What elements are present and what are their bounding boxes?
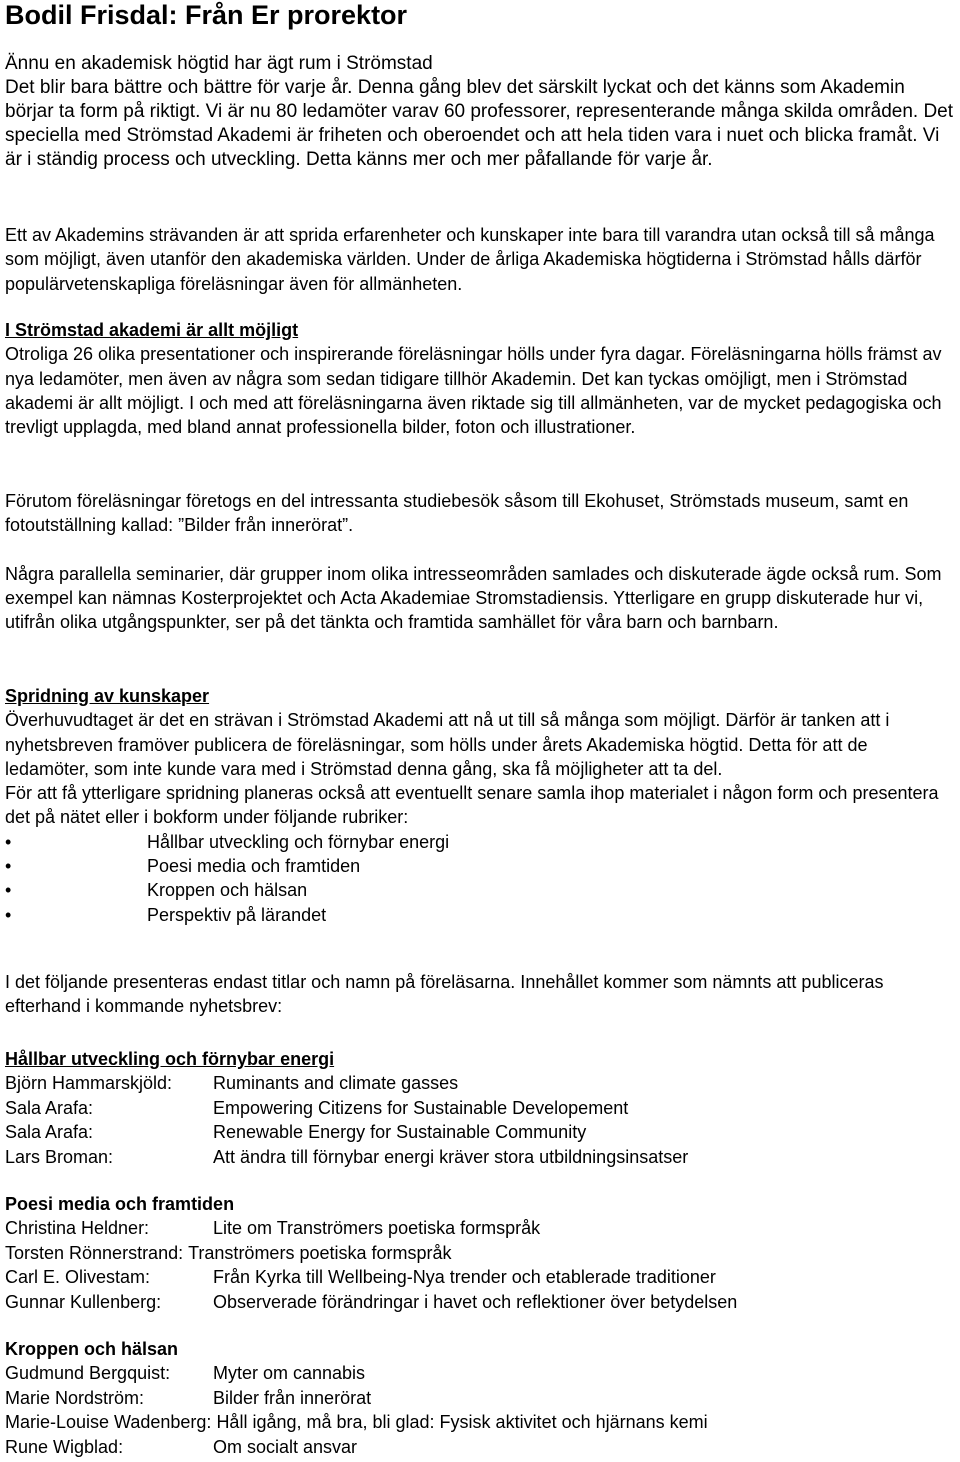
lecturer-name: Björn Hammarskjöld: [5,1073,173,1094]
list-item [5,854,955,878]
lecture-row [5,1120,688,1145]
lecture-group-poesi [5,1192,737,1314]
group-heading: Poesi media och framtiden [5,1194,235,1214]
list-item-label: Poesi media och framtiden [147,856,361,877]
group-heading: Hållbar utveckling och förnybar energi [5,1049,335,1069]
lecture-row [5,1361,708,1386]
lecture-row [5,1216,737,1241]
lecture-title: Tranströmers poetiska formspråk [188,1242,452,1263]
lecture-title: Renewable Energy for Sustainable Community [213,1122,587,1143]
lecture-row [5,1071,688,1096]
lecture-row [5,1386,708,1411]
lecturer-name: Christina Heldner: [5,1218,150,1239]
lecture-title: Att ändra till förnybar energi kräver stora utbildningsinsatser [213,1146,689,1167]
lecturer-name: Gunnar Kullenberg: [5,1291,162,1312]
bullet-icon: • [5,880,12,901]
section-allt-mojligt [5,318,955,439]
paragraph-forutom: Förutom föreläsningar företogs en del intressanta studiebesök såsom till Ekohuset, Strömstads museum, samt en fotoutställning kallad: ”Bilder från innerörat”. [5,491,909,536]
lecturer-name: Sala Arafa: [5,1097,94,1118]
lecture-title: Myter om cannabis [213,1363,366,1384]
bullet-icon: • [5,831,12,852]
lecturer-name: Marie Nordström: [5,1387,145,1408]
section-spridning [5,684,955,927]
list-item [5,830,955,854]
section-text-2: För att få ytterligare spridning planeras också att eventuellt senare samla ihop materialet i någon form och presentera det på nätet eller i bokform under följande rubriker: [5,783,939,828]
list-item-label: Kroppen och hälsan [147,880,308,901]
group-heading: Kroppen och hälsan [5,1339,179,1359]
intro-lead: Ännu en akademisk högtid har ägt rum i Strömstad [5,53,433,74]
document-page [5,0,955,1457]
lecture-group-kroppen [5,1337,708,1459]
lecture-title: Ruminants and climate gasses [213,1073,459,1094]
lecturer-name: Marie-Louise Wadenberg: [5,1412,212,1433]
section-heading: I Strömstad akademi är allt möjligt [5,320,299,340]
lecture-row [5,1265,737,1290]
lecture-title: Observerade förändringar i havet och reflektioner över betydelsen [213,1291,738,1312]
lecture-row [5,1096,688,1121]
section-text: Otroliga 26 olika presentationer och inspirerande föreläsningar hölls under fyra dagar. Föreläsningarna hölls främst av nya ledamöter, men även av några som sedan tidigare tillhör Akademin. Det kan tyckas omöjligt, men i Strömstad akademi är allt möjligt. I och med att föreläsningarna även riktade sig till allmänheten, var de mycket pedagogiska och trevligt upplagda, med bland annat professionella bilder, foton och illustrationer. [5,344,942,437]
paragraph-akademins-stravanden: Ett av Akademins strävanden är att sprida erfarenheter och kunskaper inte bara till varandra utan också till så många som möjligt, även utanför den akademiska världen. Under de årliga Akademiska högtiderna i Strömstad hålls därför populärvetenskapliga föreläsningar även för allmänheten. [5,225,935,294]
lecture-row [5,1435,708,1460]
list-item-label: Perspektiv på lärandet [147,904,327,925]
lecture-title: Håll igång, må bra, bli glad: Fysisk aktivitet och hjärnans kemi [216,1412,708,1433]
list-item [5,903,955,927]
lecture-title: Empowering Citizens for Sustainable Developement [213,1097,629,1118]
lecturer-name: Rune Wigblad: [5,1436,124,1457]
intro-section [5,52,955,172]
lecturer-name: Torsten Rönnerstrand: [5,1242,184,1263]
lecture-row [5,1410,708,1435]
paragraph-seminarier: Några parallella seminarier, där grupper inom olika intresseområden samlades och diskuterade ägde också rum. Som exempel kan nämnas Kosterprojektet och Acta Akademiae Stromstadiensis. Ytterligare en grupp diskuterade hur vi, utifrån olika utgångspunkter, ser på det tänkta och framtida samhället för våra barn och barnbarn. [5,564,942,633]
lecturer-name: Lars Broman: [5,1146,114,1167]
lecture-title: Bilder från innerörat [213,1387,372,1408]
topic-list [5,830,955,927]
paragraph-i-det-foljande: I det följande presenteras endast titlar och namn på föreläsarna. Innehållet kommer som nämnts att publiceras efterhand i kommande nyhetsbrev: [5,972,884,1017]
bullet-icon: • [5,856,12,877]
section-text: Överhuvudtaget är det en strävan i Strömstad Akademi att nå ut till så många som möjligt. Därför är tanken att i nyhetsbreven framöver publicera de föreläsningar, som hölls under årets Akademiska högtid. Detta för att de ledamöter, som inte kunde vara med i Strömstad denna gång, ska få möjligheter att ta del. [5,710,890,779]
list-item-label: Hållbar utveckling och förnybar energi [147,831,450,852]
intro-paragraph: Det blir bara bättre och bättre för varje år. Denna gång blev det särskilt lyckat och det känns som Akademin börjar ta form på riktigt. Vi är nu 80 ledamöter varav 60 professorer, representerande många skilda områden. Det speciella med Strömstad Akademi är friheten och oberoendet och att hela tiden vara i nuet och blicka framåt. Vi är i ständig process och utveckling. Detta känns mer och mer påfallande för varje år. [5,77,954,170]
page-title: Bodil Frisdal: Från Er prorektor [5,0,408,30]
lecture-row [5,1290,737,1315]
lecture-title: Från Kyrka till Wellbeing-Nya trender och etablerade traditioner [213,1267,716,1288]
lecture-title: Om socialt ansvar [213,1436,358,1457]
lecture-row [5,1241,737,1266]
lecturer-name: Carl E. Olivestam: [5,1267,151,1288]
list-item [5,878,955,902]
bullet-icon: • [5,904,12,925]
lecture-title: Lite om Tranströmers poetiska formspråk [213,1218,541,1239]
lecturer-name: Sala Arafa: [5,1122,94,1143]
lecturer-name: Gudmund Bergquist: [5,1363,171,1384]
lecture-group-hallbar [5,1047,688,1169]
section-heading: Spridning av kunskaper [5,686,210,706]
lecture-row [5,1145,688,1170]
